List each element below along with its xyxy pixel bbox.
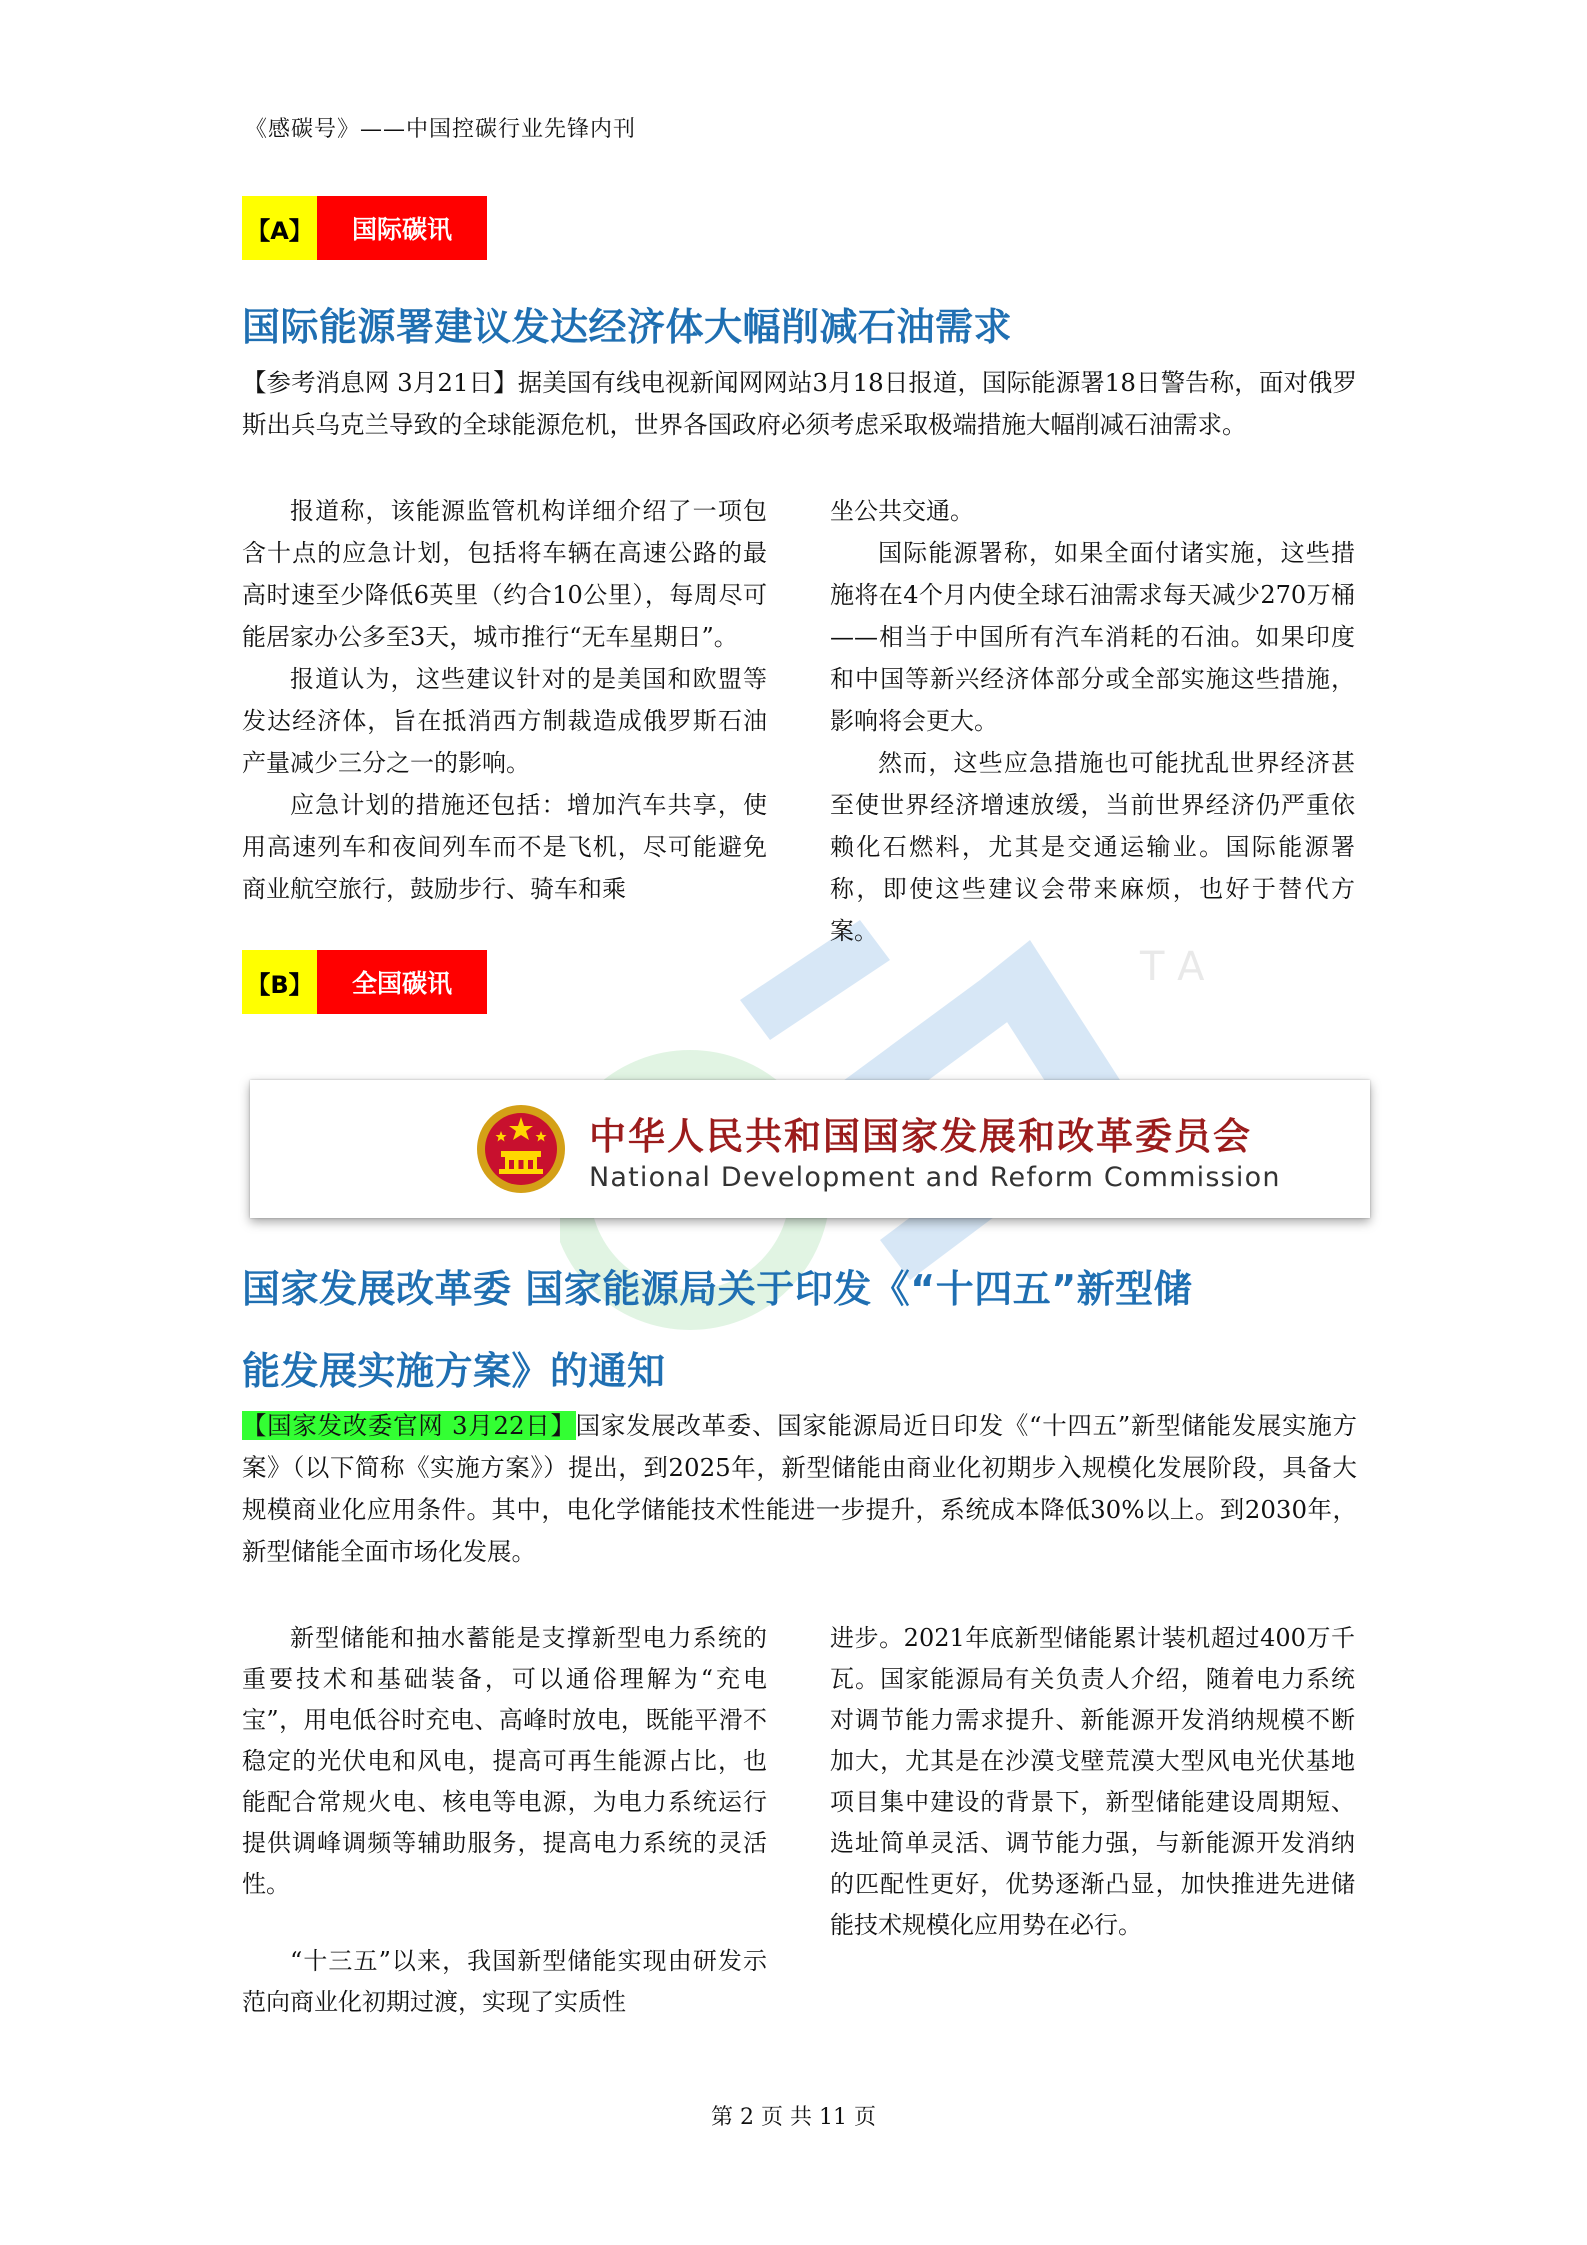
- article-lead-text: 据美国有线电视新闻网网站3月18日报道，国际能源署18日警告称，面对俄罗斯出兵乌克兰导致的全球能源危机，世界各国政府必须考虑采取极端措施大幅削减石油需求。: [242, 368, 1357, 439]
- article-lead-text: 国家发展改革委、国家能源局近日印发《“十四五”新型储能发展实施方案》（以下简称《实施方案》）提出，到2025年，新型储能由商业化初期步入规模化发展阶段，具备大规模商业化应用条件。其中，电化学储能技术性能进一步提升，系统成本降低30%以上。到2030年，新型储能全面市场化发展。: [242, 1411, 1357, 1566]
- paragraph: 进步。2021年底新型储能累计装机超过400万千瓦。国家能源局有关负责人介绍，随着电力系统对调节能力需求提升、新能源开发消纳规模不断加大，尤其是在沙漠戈壁荒漠大型风电光伏基地项目集中建设的背景下，新型储能建设周期短、选址简单灵活、调节能力强，与新能源开发消纳的匹配性更好，优势逐渐凸显，加快推进先进储能技术规模化应用势在必行。: [830, 1624, 1355, 1939]
- svg-text:T A: T A: [1140, 944, 1205, 990]
- national-emblem-icon: [475, 1103, 567, 1195]
- running-title: 《感碳号》——中国控碳行业先锋内刊: [245, 117, 637, 142]
- paragraph: 坐公共交通。: [830, 497, 974, 525]
- paragraph: 然而，这些应急措施也可能扰乱世界经济甚至使世界经济增速放缓，当前世界经济仍严重依赖化石燃料，尤其是交通运输业。国际能源署称，即使这些建议会带来麻烦，也好于替代方案。: [830, 749, 1355, 945]
- article-lead: [242, 1405, 1357, 1573]
- paragraph: 报道称，该能源监管机构详细介绍了一项包含十点的应急计划，包括将车辆在高速公路的最高时速至少降低6英里（约合10公里），每周尽可能居家办公多至3天，城市推行“无车星期日”。: [242, 497, 767, 651]
- article-column-left: [242, 490, 767, 910]
- article-source: 【国家发改委官网 3月22日】: [242, 1411, 576, 1440]
- section-name: 国际碳讯: [317, 196, 487, 260]
- article-column-left: [242, 1618, 767, 2023]
- section-letter: 【B】: [242, 950, 317, 1014]
- section-name: 全国碳讯: [317, 950, 487, 1014]
- banner-title-cn: 中华人民共和国国家发展和改革委员会: [589, 1114, 1252, 1158]
- section-letter: 【A】: [242, 196, 317, 260]
- section-tag-b: [242, 950, 487, 1014]
- article-column-right: [830, 490, 1355, 952]
- paragraph: 应急计划的措施还包括：增加汽车共享，使用高速列车和夜间列车而不是飞机，尽可能避免商业航空旅行，鼓励步行、骑车和乘: [242, 791, 767, 903]
- article-lead: [242, 362, 1357, 446]
- page-number: 第 2 页 共 11 页: [711, 2105, 876, 2130]
- paragraph: 新型储能和抽水蓄能是支撑新型电力系统的重要技术和基础装备，可以通俗理解为“充电宝”，用电低谷时充电、高峰时放电，既能平滑不稳定的光伏电和风电，提高可再生能源占比，也能配合常规火电、核电等电源，为电力系统运行提供调峰调频等辅助服务，提高电力系统的灵活性。: [242, 1624, 767, 1898]
- article-headline-line1: 国家发展改革委 国家能源局关于印发《“十四五”新型储: [242, 1267, 1193, 1311]
- article-headline: 国际能源署建议发达经济体大幅削减石油需求: [242, 305, 1013, 349]
- section-tag-a: [242, 196, 487, 260]
- paragraph: 国际能源署称，如果全面付诸实施，这些措施将在4个月内使全球石油需求每天减少270万桶——相当于中国所有汽车消耗的石油。如果印度和中国等新兴经济体部分或全部实施这些措施，影响将会更大。: [830, 539, 1355, 735]
- article-column-right: [830, 1618, 1355, 1946]
- paragraph: 报道认为，这些建议针对的是美国和欧盟等发达经济体，旨在抵消西方制裁造成俄罗斯石油产量减少三分之一的影响。: [242, 665, 767, 777]
- article-headline-line2: 能发展实施方案》的通知: [242, 1349, 666, 1393]
- article-source: 【参考消息网 3月21日】: [242, 368, 518, 397]
- paragraph: “十三五”以来，我国新型储能实现由研发示范向商业化初期过渡，实现了实质性: [242, 1947, 767, 2016]
- banner-title-en: National Development and Reform Commission: [589, 1161, 1281, 1193]
- ndrc-banner: [250, 1080, 1370, 1218]
